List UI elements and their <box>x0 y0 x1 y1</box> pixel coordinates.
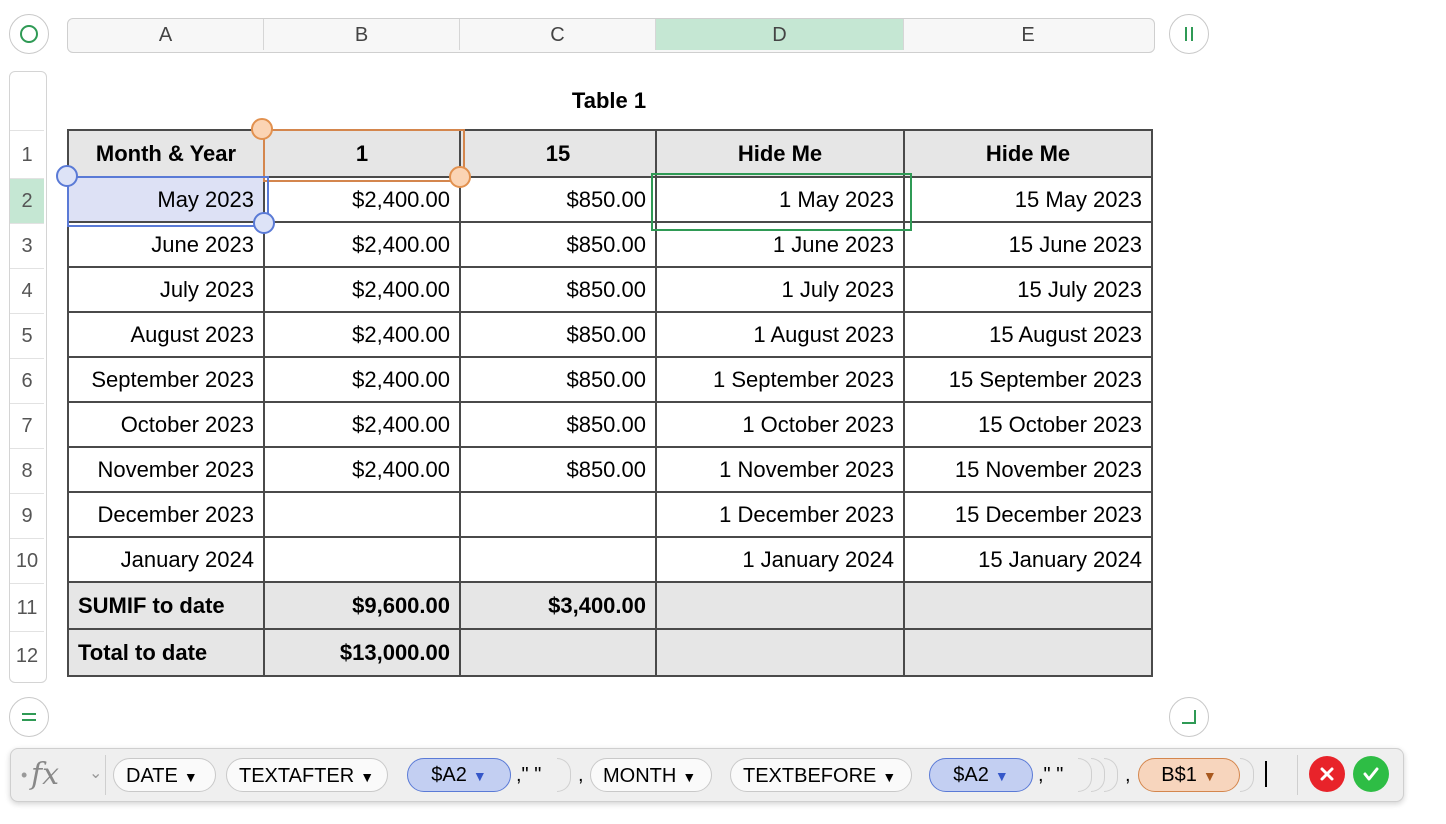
footer-cell[interactable] <box>460 629 656 676</box>
row-header-1[interactable]: 1 <box>10 130 44 178</box>
table-cell[interactable]: $850.00 <box>460 447 656 492</box>
table-cell[interactable]: 1 January 2024 <box>656 537 904 582</box>
table-cell[interactable]: $2,400.00 <box>264 267 460 312</box>
table-cell[interactable] <box>460 537 656 582</box>
footer-cell[interactable] <box>656 629 904 676</box>
chevron-down-icon[interactable]: ⌄ <box>89 765 103 782</box>
row-header-7[interactable]: 7 <box>10 403 44 448</box>
reference-label: $A2 <box>953 764 989 786</box>
table-cell[interactable] <box>264 537 460 582</box>
table-cell[interactable]: 1 October 2023 <box>656 402 904 447</box>
row-header-11[interactable]: 11 <box>10 583 44 631</box>
resize-table-handle[interactable] <box>1169 697 1209 737</box>
table-row <box>68 177 1152 222</box>
table-cell[interactable]: $850.00 <box>460 267 656 312</box>
accept-formula-button[interactable] <box>1353 756 1389 792</box>
table-cell[interactable]: $850.00 <box>460 402 656 447</box>
table-cell[interactable]: November 2023 <box>68 447 264 492</box>
function-token-date[interactable] <box>113 758 216 792</box>
footer-cell[interactable]: SUMIF to date <box>68 582 264 629</box>
table-cell[interactable]: $850.00 <box>460 312 656 357</box>
table-cell[interactable]: $2,400.00 <box>264 222 460 267</box>
triangle-down-icon: ▼ <box>472 768 487 784</box>
function-name: DATE <box>126 765 178 787</box>
table-cell[interactable]: September 2023 <box>68 357 264 402</box>
column-header-bar <box>67 18 1155 53</box>
table-cell[interactable]: 15 August 2023 <box>904 312 1152 357</box>
table-row <box>68 267 1152 312</box>
reference-handle[interactable] <box>253 212 275 234</box>
footer-cell[interactable] <box>904 629 1152 676</box>
table-cell[interactable]: $2,400.00 <box>264 447 460 492</box>
reference-handle[interactable] <box>56 165 78 187</box>
footer-row <box>68 629 1152 676</box>
string-literal: ," " <box>516 764 542 786</box>
table-cell[interactable] <box>264 492 460 537</box>
table-cell[interactable]: $850.00 <box>460 357 656 402</box>
header-cell[interactable]: Month & Year <box>68 130 264 177</box>
footer-cell[interactable]: $3,400.00 <box>460 582 656 629</box>
text-cursor <box>1265 761 1267 787</box>
footer-cell[interactable]: $13,000.00 <box>264 629 460 676</box>
row-header-6[interactable]: 6 <box>10 358 44 403</box>
column-header-b[interactable]: B <box>264 19 460 50</box>
header-cell[interactable]: Hide Me <box>656 130 904 177</box>
footer-cell[interactable] <box>656 582 904 629</box>
header-cell[interactable]: 15 <box>460 130 656 177</box>
table-cell[interactable]: $850.00 <box>460 177 656 222</box>
table-cell[interactable]: August 2023 <box>68 312 264 357</box>
function-name: MONTH <box>603 765 677 787</box>
table-cell[interactable]: 1 June 2023 <box>656 222 904 267</box>
table-cell[interactable]: 15 December 2023 <box>904 492 1152 537</box>
table-row <box>68 402 1152 447</box>
row-header-2[interactable]: 2 <box>10 178 44 223</box>
reference-handle[interactable] <box>251 118 273 140</box>
comma: , <box>1125 764 1131 786</box>
reference-handle[interactable] <box>449 166 471 188</box>
resize-corner-icon <box>1178 706 1200 728</box>
row-header-8[interactable]: 8 <box>10 448 44 493</box>
footer-cell[interactable] <box>904 582 1152 629</box>
reference-label: B$1 <box>1161 764 1197 786</box>
triangle-down-icon: ▼ <box>360 769 375 785</box>
table-cell[interactable]: 1 July 2023 <box>656 267 904 312</box>
table-cell[interactable]: October 2023 <box>68 402 264 447</box>
paren-bracket <box>1091 758 1105 792</box>
table-options-button[interactable] <box>9 14 49 54</box>
reference-token-b1[interactable] <box>1138 758 1240 792</box>
data-table <box>67 129 1153 677</box>
paren-bracket <box>1078 758 1092 792</box>
table-cell[interactable]: 1 May 2023 <box>656 177 904 222</box>
function-name: TEXTAFTER <box>239 765 355 787</box>
table-row <box>68 312 1152 357</box>
table-cell[interactable]: January 2024 <box>68 537 264 582</box>
row-header-bar <box>9 71 47 683</box>
string-literal: ," " <box>1038 764 1064 786</box>
cancel-formula-button[interactable] <box>1309 756 1345 792</box>
table-cell[interactable]: $2,400.00 <box>264 357 460 402</box>
header-row <box>68 130 1152 177</box>
row-header-3[interactable]: 3 <box>10 223 44 268</box>
table-cell[interactable]: December 2023 <box>68 492 264 537</box>
equals-icon <box>18 706 40 728</box>
table-row <box>68 357 1152 402</box>
table-row <box>68 447 1152 492</box>
table-cell[interactable]: 15 October 2023 <box>904 402 1152 447</box>
table-cell[interactable]: $850.00 <box>460 222 656 267</box>
header-cell[interactable]: Hide Me <box>904 130 1152 177</box>
table-cell[interactable]: $2,400.00 <box>264 312 460 357</box>
triangle-down-icon: ▼ <box>994 768 1009 784</box>
fx-icon[interactable]: fx <box>31 757 60 792</box>
table-cell[interactable]: $2,400.00 <box>264 177 460 222</box>
function-token-textafter[interactable] <box>226 758 388 792</box>
triangle-down-icon: ▼ <box>1202 768 1217 784</box>
column-header-e[interactable]: E <box>1021 24 1035 46</box>
function-token-month[interactable] <box>590 758 712 792</box>
table-cell[interactable]: 15 January 2024 <box>904 537 1152 582</box>
reference-label: $A2 <box>431 764 467 786</box>
divider <box>105 755 106 795</box>
table-cell[interactable]: 15 July 2023 <box>904 267 1152 312</box>
table-cell[interactable]: 15 May 2023 <box>904 177 1152 222</box>
table-cell[interactable]: 15 June 2023 <box>904 222 1152 267</box>
table-cell[interactable]: $2,400.00 <box>264 402 460 447</box>
paren-bracket <box>1240 758 1254 792</box>
footer-cell[interactable]: $9,600.00 <box>264 582 460 629</box>
divider <box>1297 755 1298 795</box>
row-header-4[interactable]: 4 <box>10 268 44 313</box>
triangle-down-icon: ▼ <box>882 769 897 785</box>
add-row-handle[interactable] <box>9 697 49 737</box>
table-cell[interactable]: 1 September 2023 <box>656 357 904 402</box>
table-cell[interactable]: 15 November 2023 <box>904 447 1152 492</box>
column-header-d[interactable]: D <box>656 19 904 50</box>
row-header-10[interactable]: 10 <box>10 538 44 583</box>
paren-bracket <box>557 758 571 792</box>
header-cell[interactable]: 1 <box>264 130 460 177</box>
table-cell[interactable]: July 2023 <box>68 267 264 312</box>
function-name: TEXTBEFORE <box>743 765 877 787</box>
triangle-down-icon: ▼ <box>682 769 697 785</box>
table-title[interactable]: Table 1 <box>571 88 647 113</box>
reference-token-a2[interactable] <box>929 758 1033 792</box>
table-cell[interactable]: 1 August 2023 <box>656 312 904 357</box>
table-row <box>68 492 1152 537</box>
footer-cell[interactable]: Total to date <box>68 629 264 676</box>
row-header-5[interactable]: 5 <box>10 313 44 358</box>
table-cell[interactable]: June 2023 <box>68 222 264 267</box>
table-row <box>68 222 1152 267</box>
formula-bar <box>10 748 1404 802</box>
drag-dot-icon: • <box>21 765 28 785</box>
table-cell[interactable]: 1 November 2023 <box>656 447 904 492</box>
comma: , <box>578 764 584 786</box>
row-header-12[interactable]: 12 <box>10 631 44 679</box>
column-header-a[interactable]: A <box>68 19 264 50</box>
triangle-down-icon: ▼ <box>183 769 198 785</box>
x-icon <box>1318 765 1336 783</box>
table-row <box>68 537 1152 582</box>
function-token-textbefore[interactable] <box>730 758 912 792</box>
table-cell[interactable]: 15 September 2023 <box>904 357 1152 402</box>
reference-token-a2[interactable] <box>407 758 511 792</box>
check-icon <box>1361 764 1381 784</box>
add-column-handle[interactable] <box>1169 14 1209 54</box>
table-cell[interactable]: May 2023 <box>68 177 264 222</box>
pause-bars-icon <box>1178 23 1200 45</box>
row-header-9[interactable]: 9 <box>10 493 44 538</box>
column-header-c[interactable]: C <box>460 19 656 50</box>
circle-icon <box>18 23 40 45</box>
table-cell[interactable]: 1 December 2023 <box>656 492 904 537</box>
table-cell[interactable] <box>460 492 656 537</box>
footer-row <box>68 582 1152 629</box>
paren-bracket <box>1104 758 1118 792</box>
